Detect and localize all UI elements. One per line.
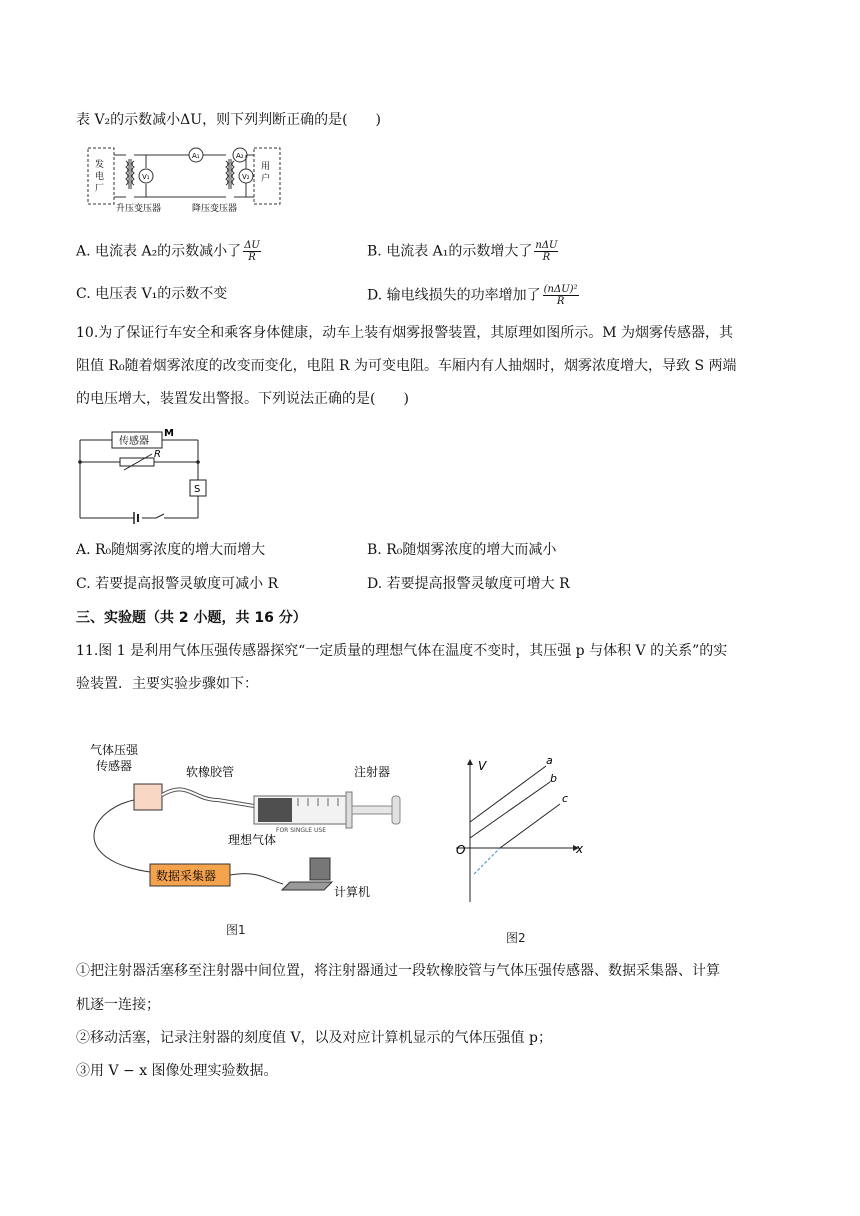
fig1-syringe-print: FOR SINGLE USE — [276, 827, 326, 834]
q10-stem-line-3: 的电压增大，装置发出警报。下列说法正确的是( ) — [76, 391, 409, 407]
fig1-collector-label: 数据采集器 — [156, 869, 217, 883]
sensor-label: 传感器 — [119, 436, 149, 447]
fig1-sensor-label-2: 传感器 — [96, 759, 133, 773]
q9-option-a-text: A. 电流表 A₂的示数减小了 — [76, 243, 242, 260]
fraction-numerator: ΔU — [244, 240, 260, 251]
q10-option-b[interactable]: B. R₀随烟雾浓度的增大而减小 — [367, 542, 557, 558]
q10-stem-line-1: 10.为了保证行车安全和乘客身体健康，动车上装有烟雾报警装置，其原理如图所示。M 为烟雾传感器，其 — [76, 325, 734, 341]
q9-option-d[interactable] — [367, 284, 579, 307]
m-label: M — [164, 428, 174, 439]
q10-option-c[interactable]: C. 若要提高报警灵敏度可减小 R — [76, 576, 279, 592]
q9-option-d-fraction — [543, 284, 579, 307]
fig2-y-label: V — [478, 759, 487, 773]
v2-label: V₂ — [242, 173, 250, 181]
r-label: R — [154, 449, 161, 460]
fig2-caption: 图2 — [506, 931, 526, 945]
q11-stem-line-1: 11.图 1 是利用气体压强传感器探究“一定质量的理想气体在温度不变时，其压强 p 与体积 V 的关系”的实 — [76, 643, 728, 659]
fig2-label-a: a — [546, 754, 553, 767]
q9-option-c[interactable] — [76, 284, 227, 304]
q11-step-2: ②移动活塞，记录注射器的刻度值 V，以及对应计算机显示的气体压强值 p； — [76, 1030, 552, 1046]
q9-option-b-text: B. 电流表 A₁的示数增大了 — [367, 243, 533, 260]
fig2-x-label: x — [576, 842, 584, 856]
section-3-heading: 三、实验题（共 2 小题，共 16 分） — [76, 610, 307, 626]
q10-option-d[interactable]: D. 若要提高报警灵敏度可增大 R — [367, 576, 570, 592]
fraction-numerator: (nΔU)² — [543, 284, 578, 295]
fig1-sensor-box — [134, 784, 162, 810]
q11-step-1-line-1: ①把注射器活塞移至注射器中间位置，将注射器通过一段软橡胶管与气体压强传感器、数据采集器、计算 — [76, 963, 720, 979]
power-plant-label-2: 电 — [95, 172, 105, 182]
fig2-extension-dashed — [474, 848, 500, 874]
fraction-denominator: R — [248, 252, 256, 263]
fraction-denominator: R — [542, 252, 551, 263]
q9-option-b[interactable] — [367, 240, 558, 263]
q11-step-3: ③用 V − x 图像处理实验数据。 — [76, 1063, 278, 1079]
power-plant-label-3: 厂 — [95, 184, 105, 194]
q10-option-a[interactable]: A. R₀随烟雾浓度的增大而增大 — [76, 542, 266, 558]
q9-option-a-fraction — [243, 240, 261, 263]
v1-label: V₁ — [142, 173, 150, 181]
fig1-syringe-label: 注射器 — [354, 765, 391, 779]
q10-stem-line-2: 阻值 R₀随着烟雾浓度的改变而变化，电阻 R 为可变电阻。车厢内有人抽烟时，烟雾浓度增大，导致 S 两端 — [76, 358, 737, 374]
q10-circuit-diagram — [72, 426, 212, 526]
q9-transmission-diagram — [86, 143, 286, 215]
fig1-tube-label: 软橡胶管 — [186, 765, 235, 779]
fig2-origin-label: O — [456, 843, 466, 857]
user-label-1: 用 — [261, 162, 271, 172]
q9-option-a[interactable] — [76, 240, 261, 263]
a1-label: A₁ — [192, 152, 200, 160]
fig2-label-b: b — [550, 772, 557, 785]
step-down-label: 降压变压器 — [192, 204, 238, 214]
q11-figure-2 — [452, 752, 592, 928]
q11-figure-1 — [78, 740, 418, 900]
q11-step-1-line-2: 机逐一连接； — [76, 997, 160, 1013]
fraction-numerator: nΔU — [535, 240, 558, 251]
q9-stem-tail: 表 V₂的示数减小ΔU，则下列判断正确的是( ) — [76, 112, 382, 128]
q11-stem-line-2: 验装置．主要实验步骤如下： — [76, 676, 258, 692]
user-label-2: 户 — [261, 174, 271, 184]
fig1-caption: 图1 — [226, 923, 246, 937]
q9-option-b-fraction — [534, 240, 558, 263]
fig1-computer-label: 计算机 — [334, 885, 371, 899]
fig2-label-c: c — [562, 792, 569, 805]
fig2-line-b — [470, 782, 550, 838]
q9-option-c-text: C. 电压表 V₁的示数不变 — [76, 286, 228, 302]
fig2-line-a — [470, 766, 546, 822]
step-up-label: 升压变压器 — [116, 204, 162, 214]
q9-option-d-text: D. 输电线损失的功率增加了 — [367, 287, 541, 304]
fig1-gas-label: 理想气体 — [228, 833, 277, 847]
fraction-denominator: R — [556, 296, 565, 307]
s-label: S — [194, 484, 201, 495]
power-plant-label-1: 发 — [95, 160, 105, 170]
a2-label: A₂ — [236, 152, 244, 160]
fig1-sensor-label-1: 气体压强 — [90, 743, 139, 757]
